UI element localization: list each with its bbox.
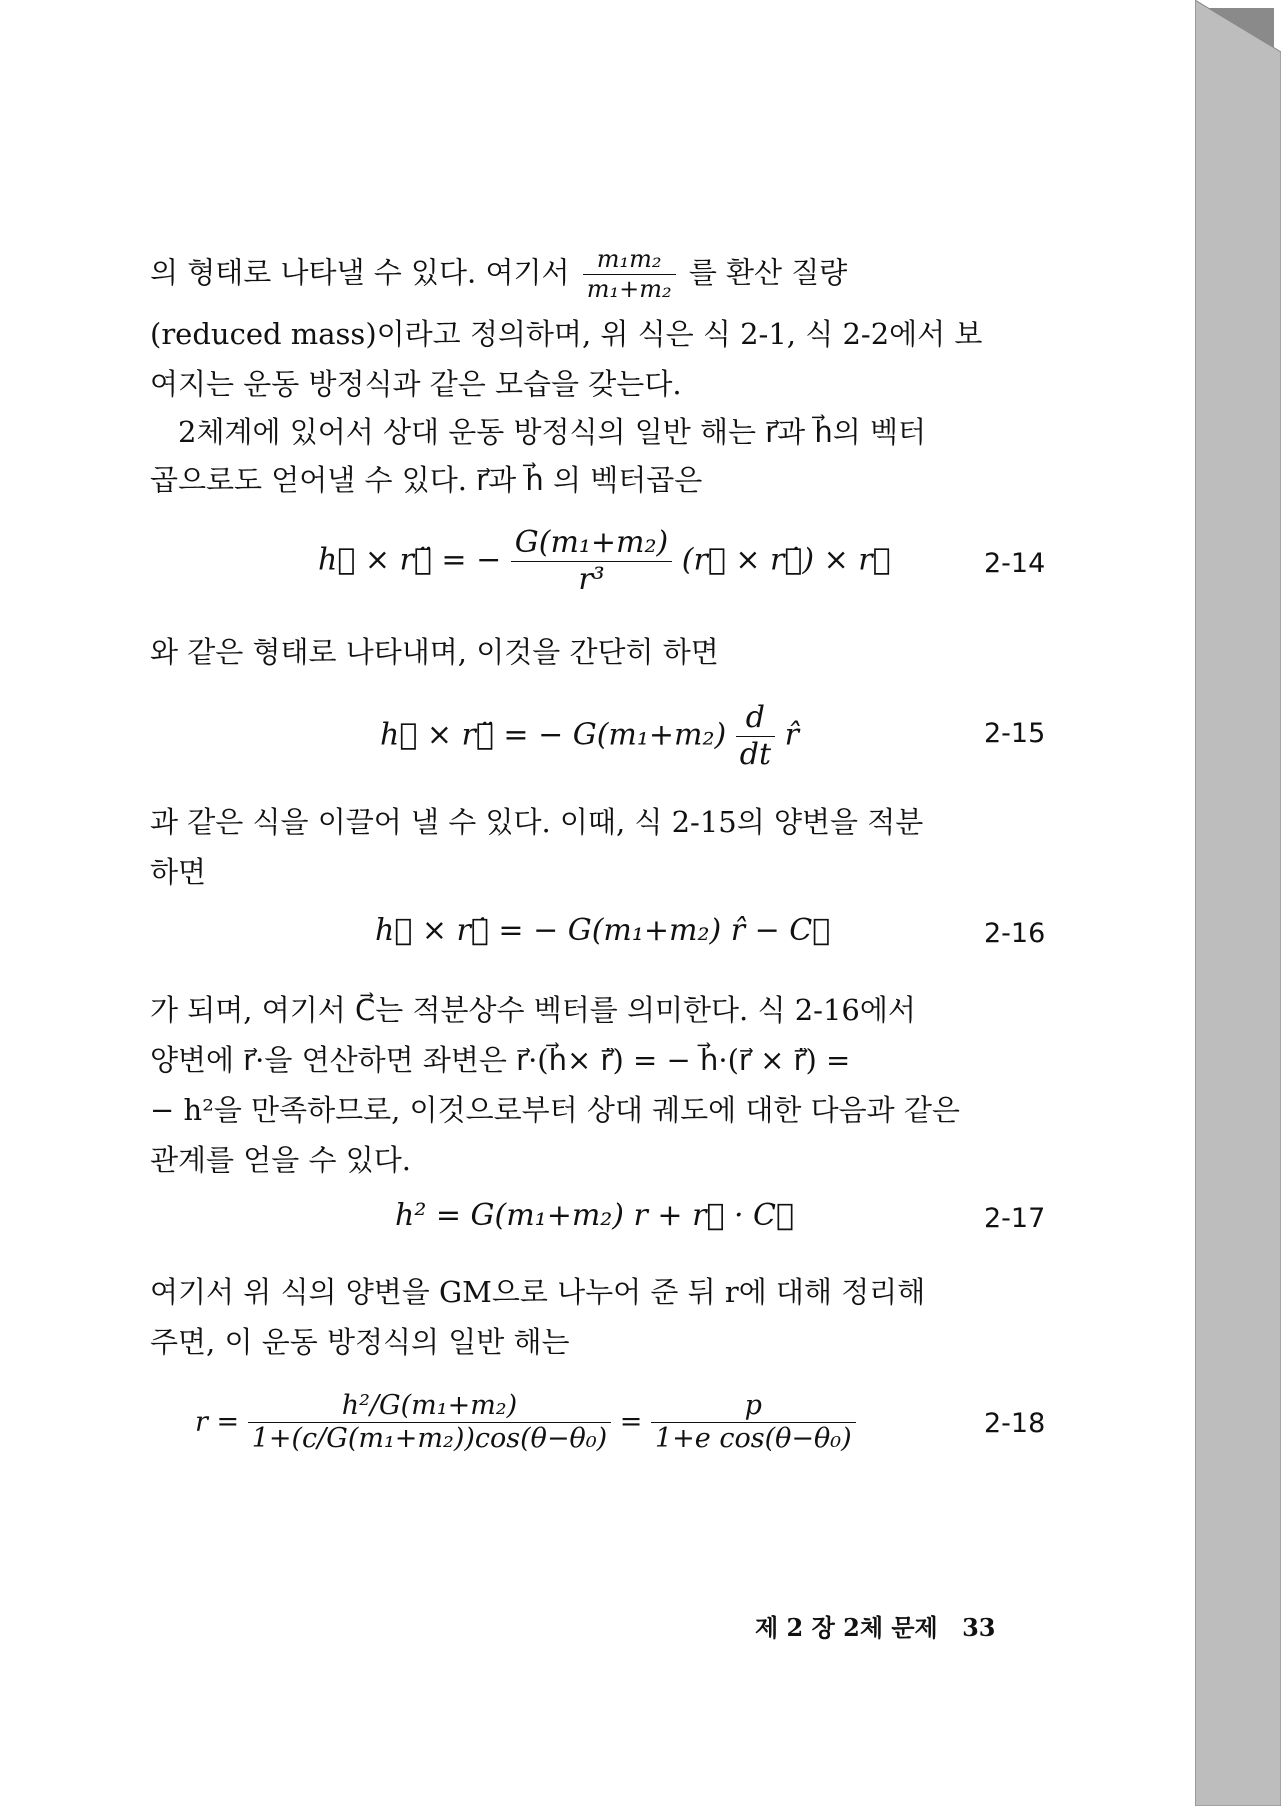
equals-sign: = [619, 1406, 643, 1438]
paragraph-2-line-2: 곱으로도 얻어낼 수 있다. r⃗과 h⃗ 의 벡터곱은 [150, 463, 703, 497]
equation-fraction [736, 700, 775, 773]
fraction-numerator: m₁m₂ [583, 245, 676, 275]
reduced-mass-fraction [583, 245, 676, 304]
paragraph-1-line-2: (reduced mass)이라고 정의하며, 위 식은 식 2-1, 식 2-2에서 보 [150, 317, 983, 351]
paragraph-5-line-1: 가 되며, 여기서 C⃗는 적분상수 벡터를 의미한다. 식 2-16에서 [150, 993, 916, 1027]
paragraph-3-line-1: 와 같은 형태로 나타내며, 이것을 간단히 하면 [150, 635, 719, 669]
equation-number: 2-15 [984, 718, 1046, 749]
text-segment: 의 형태로 나타낼 수 있다. 여기서 [150, 255, 570, 290]
paragraph-6-line-1: 여기서 위 식의 양변을 GM으로 나누어 준 뒤 r에 대해 정리해 [150, 1275, 926, 1309]
paragraph-5-line-2: 양변에 r⃗·을 연산하면 좌변은 r⃗·(h⃗× r⃗̇) = − h⃗·(r⃗ × r⃗̇) = [150, 1043, 851, 1077]
equation-fraction [651, 1390, 856, 1456]
equation-lhs: h⃗ × r⃗̈ = − G(m₁+m₂) [380, 717, 727, 753]
book-edge [1195, 0, 1281, 1806]
equation-2-15 [380, 700, 799, 773]
paragraph-2-line-1: 2체계에 있어서 상대 운동 방정식의 일반 해는 r⃗과 h⃗의 벡터 [178, 415, 927, 449]
equation-number: 2-18 [984, 1408, 1046, 1439]
paragraph-1-line-1 [150, 245, 1045, 304]
fraction-numerator: d [736, 700, 775, 737]
equation-2-17: h² = G(m₁+m₂) r + r⃗ · C⃗ [395, 1198, 795, 1233]
page-footer [755, 1608, 996, 1643]
equation-lhs: r = [195, 1406, 240, 1438]
paragraph-5-line-4: 관계를 얻을 수 있다. [150, 1143, 411, 1177]
equation-rhs: r̂ [784, 717, 799, 753]
equation-number: 2-14 [984, 548, 1046, 579]
equation-fraction [511, 525, 672, 598]
page-number: 33 [962, 1613, 996, 1642]
paragraph-1-line-3: 여지는 운동 방정식과 같은 모습을 갖는다. [150, 367, 682, 401]
paragraph-6-line-2: 주면, 이 운동 방정식의 일반 해는 [150, 1325, 570, 1359]
fraction-denominator: dt [739, 737, 772, 772]
fraction-denominator: 1+e cos(θ−θ₀) [655, 1423, 852, 1455]
fraction-numerator: h²/G(m₁+m₂) [248, 1390, 611, 1423]
equation-rhs: (r⃗ × r⃗̇) × r⃗ [681, 542, 891, 578]
equation-number: 2-16 [984, 918, 1046, 949]
fraction-denominator: r³ [578, 562, 605, 597]
chapter-title: 제 2 장 2체 문제 [755, 1613, 938, 1642]
paragraph-4-line-1: 과 같은 식을 이끌어 낼 수 있다. 이때, 식 2-15의 양변을 적분 [150, 805, 924, 839]
equation-2-14 [318, 525, 891, 598]
equation-2-18 [195, 1390, 856, 1456]
equation-2-16: h⃗ × r⃗̇ = − G(m₁+m₂) r̂ − C⃗ [375, 913, 831, 948]
text-segment: 를 환산 질량 [688, 255, 848, 290]
fraction-numerator: p [651, 1390, 856, 1423]
paragraph-4-line-2: 하면 [150, 855, 207, 889]
fraction-numerator: G(m₁+m₂) [511, 525, 672, 562]
fraction-denominator: 1+(c/G(m₁+m₂))cos(θ−θ₀) [251, 1423, 608, 1455]
equation-number: 2-17 [984, 1203, 1046, 1234]
equation-fraction [248, 1390, 611, 1456]
fraction-denominator: m₁+m₂ [586, 274, 672, 303]
paragraph-5-line-3: − h²을 만족하므로, 이것으로부터 상대 궤도에 대한 다음과 같은 [150, 1093, 960, 1127]
equation-lhs: h⃗ × r⃗̈ = − [318, 542, 502, 578]
